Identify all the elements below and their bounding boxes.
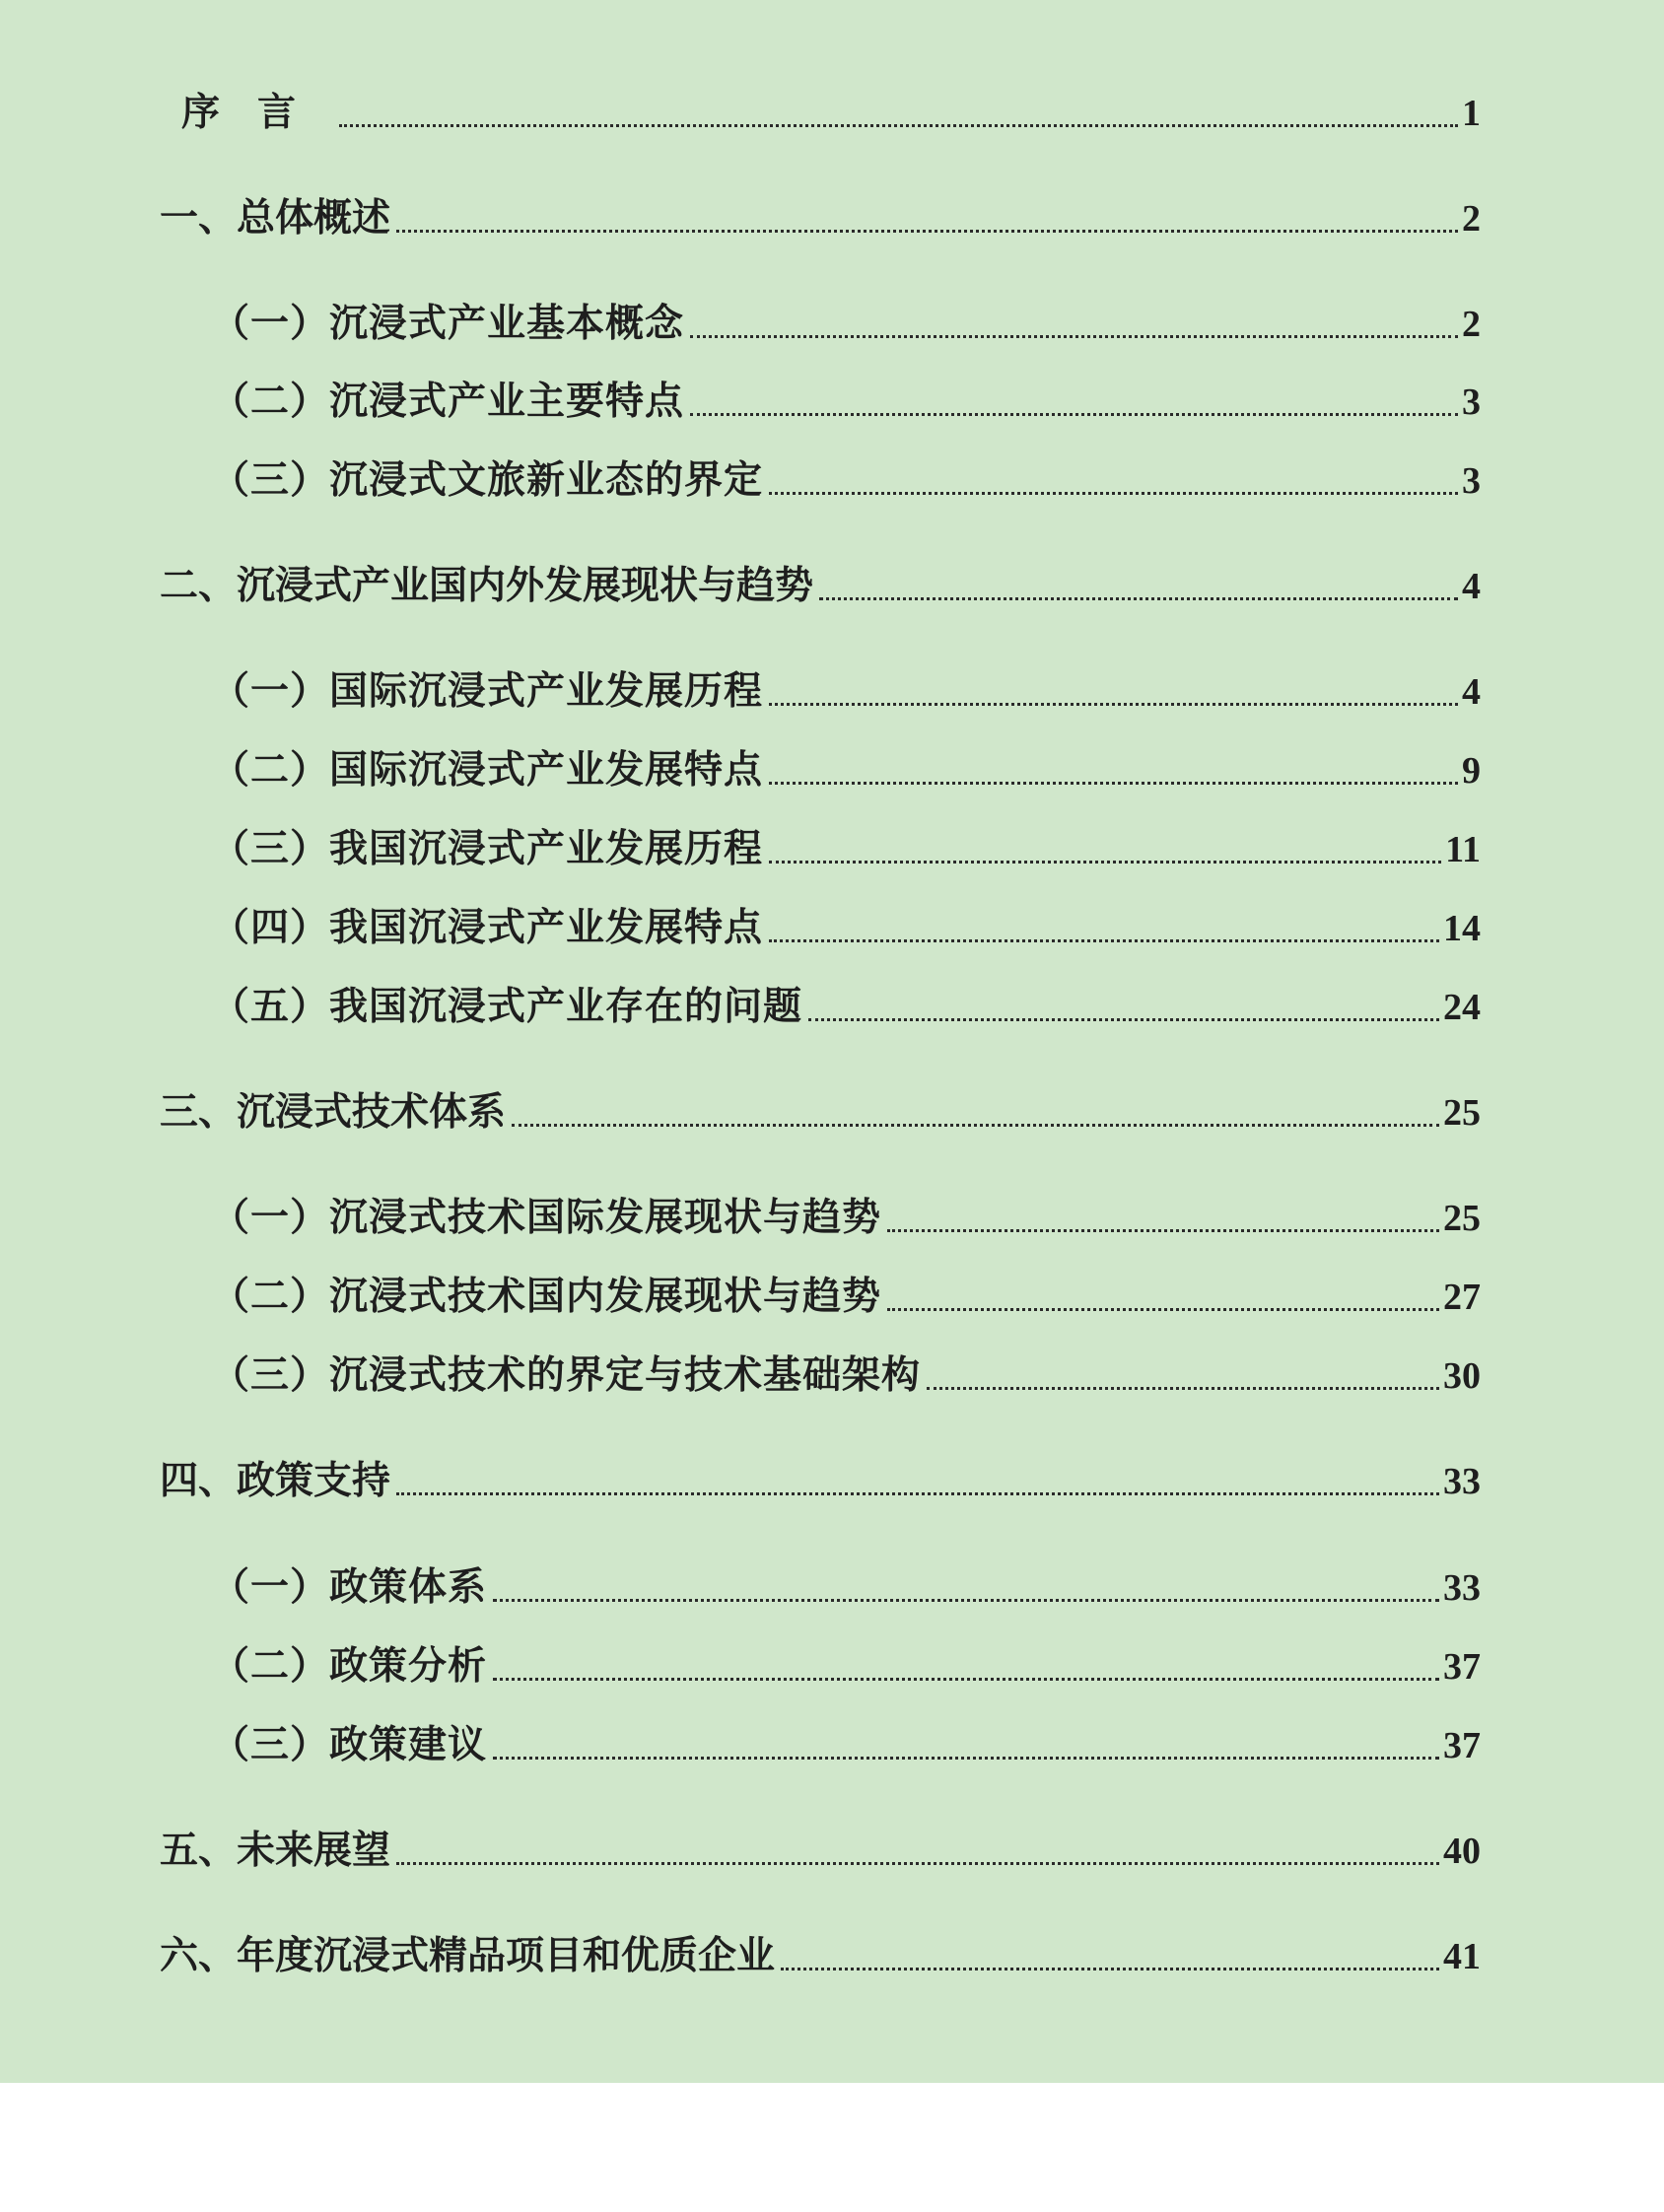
toc-dot-leader bbox=[769, 703, 1458, 706]
toc-entry-title: （一）沉浸式产业基本概念 bbox=[211, 302, 685, 346]
toc-entry-subsection[interactable] bbox=[211, 1641, 1481, 1693]
toc-entry-subsection[interactable] bbox=[211, 1562, 1481, 1614]
toc-entry-section[interactable] bbox=[160, 1931, 1481, 1982]
toc-page-number: 25 bbox=[1443, 1092, 1481, 1134]
toc-entry-title: （三）政策建议 bbox=[211, 1723, 488, 1767]
toc-entry-title: （二）国际沉浸式产业发展特点 bbox=[211, 748, 764, 793]
toc-entry-title: 三、沉浸式技术体系 bbox=[160, 1090, 507, 1135]
toc-page-number: 2 bbox=[1462, 198, 1481, 240]
toc-entry-title: （五）我国沉浸式产业存在的问题 bbox=[211, 985, 803, 1029]
toc-entry-subsection[interactable] bbox=[211, 903, 1481, 954]
toc-page-number: 37 bbox=[1443, 1725, 1481, 1766]
toc-dot-leader bbox=[690, 413, 1458, 416]
toc-entry-section[interactable] bbox=[160, 561, 1481, 612]
toc-dot-leader bbox=[769, 782, 1458, 785]
toc-entry-title: （四）我国沉浸式产业发展特点 bbox=[211, 906, 764, 950]
toc-page-number: 24 bbox=[1443, 987, 1481, 1028]
toc-entry-title: （二）沉浸式技术国内发展现状与趋势 bbox=[211, 1275, 882, 1319]
toc-entry-subsection[interactable] bbox=[211, 377, 1481, 428]
toc-page-number: 3 bbox=[1462, 460, 1481, 502]
toc-page-number: 14 bbox=[1443, 908, 1481, 949]
toc-dot-leader bbox=[769, 939, 1439, 942]
toc-entry-title: 序言 bbox=[181, 91, 334, 135]
toc-entry-subsection[interactable] bbox=[211, 455, 1481, 507]
toc-entry-title: （三）我国沉浸式产业发展历程 bbox=[211, 827, 764, 871]
toc-page-number: 41 bbox=[1443, 1936, 1481, 1977]
toc-entry-title: （二）政策分析 bbox=[211, 1644, 488, 1689]
toc-entry-section[interactable] bbox=[160, 1456, 1481, 1507]
toc-dot-leader bbox=[808, 1018, 1439, 1021]
toc-dot-leader bbox=[396, 230, 1458, 233]
toc-page-number: 25 bbox=[1443, 1198, 1481, 1239]
toc-entry-subsection[interactable] bbox=[211, 1193, 1481, 1244]
toc-dot-leader bbox=[396, 1492, 1439, 1495]
toc-entry-title: （三）沉浸式技术的界定与技术基础架构 bbox=[211, 1353, 922, 1398]
toc-page-number: 30 bbox=[1443, 1355, 1481, 1397]
toc-page-number: 37 bbox=[1443, 1646, 1481, 1688]
toc-entry-title: （一）国际沉浸式产业发展历程 bbox=[211, 669, 764, 714]
toc-page-number: 1 bbox=[1462, 93, 1481, 134]
toc-entry-subsection[interactable] bbox=[211, 745, 1481, 796]
toc-entry-subsection[interactable] bbox=[211, 1350, 1481, 1402]
toc-entry-title: 五、未来展望 bbox=[160, 1829, 391, 1873]
toc-entry-subsection[interactable] bbox=[211, 1720, 1481, 1771]
toc-dot-leader bbox=[887, 1229, 1439, 1232]
toc-page-number: 3 bbox=[1462, 381, 1481, 423]
toc-page-number: 33 bbox=[1443, 1567, 1481, 1609]
toc-entry-subsection[interactable] bbox=[211, 1272, 1481, 1323]
toc-page-number: 2 bbox=[1462, 304, 1481, 345]
toc-entry-preface[interactable] bbox=[181, 88, 1481, 139]
toc-dot-leader bbox=[887, 1308, 1439, 1311]
toc-dot-leader bbox=[396, 1862, 1439, 1865]
toc-dot-leader bbox=[690, 335, 1458, 338]
toc-dot-leader bbox=[769, 861, 1441, 864]
toc-entry-section[interactable] bbox=[160, 1826, 1481, 1877]
toc-page-number: 33 bbox=[1443, 1461, 1481, 1502]
toc-entry-subsection[interactable] bbox=[211, 824, 1481, 875]
toc-dot-leader bbox=[769, 492, 1458, 495]
toc-entry-title: 二、沉浸式产业国内外发展现状与趋势 bbox=[160, 564, 814, 608]
toc-dot-leader bbox=[512, 1124, 1439, 1127]
toc-dot-leader bbox=[339, 124, 1458, 127]
toc-dot-leader bbox=[493, 1757, 1439, 1760]
toc-page-number: 4 bbox=[1462, 566, 1481, 607]
toc-dot-leader bbox=[927, 1387, 1439, 1390]
toc-dot-leader bbox=[781, 1968, 1439, 1970]
toc-entry-title: （一）政策体系 bbox=[211, 1565, 488, 1610]
toc-dot-leader bbox=[493, 1678, 1439, 1681]
toc-page-number: 9 bbox=[1462, 750, 1481, 792]
toc-entry-title: （二）沉浸式产业主要特点 bbox=[211, 380, 685, 424]
toc-page-number: 11 bbox=[1445, 829, 1481, 870]
toc-entry-title: 四、政策支持 bbox=[160, 1459, 391, 1503]
toc-entry-title: 一、总体概述 bbox=[160, 196, 391, 241]
toc-entry-section[interactable] bbox=[160, 193, 1481, 244]
toc-entry-section[interactable] bbox=[160, 1087, 1481, 1139]
toc-page-number: 40 bbox=[1443, 1831, 1481, 1872]
toc-dot-leader bbox=[819, 597, 1458, 600]
toc-entry-title: 六、年度沉浸式精品项目和优质企业 bbox=[160, 1934, 776, 1978]
toc-dot-leader bbox=[493, 1599, 1439, 1602]
toc-page-number: 27 bbox=[1443, 1277, 1481, 1318]
toc-entry-subsection[interactable] bbox=[211, 299, 1481, 350]
toc-entry-title: （一）沉浸式技术国际发展现状与趋势 bbox=[211, 1196, 882, 1240]
toc-entry-title: （三）沉浸式文旅新业态的界定 bbox=[211, 458, 764, 503]
toc-entry-subsection[interactable] bbox=[211, 666, 1481, 718]
toc-page-number: 4 bbox=[1462, 671, 1481, 713]
toc-entry-subsection[interactable] bbox=[211, 982, 1481, 1033]
